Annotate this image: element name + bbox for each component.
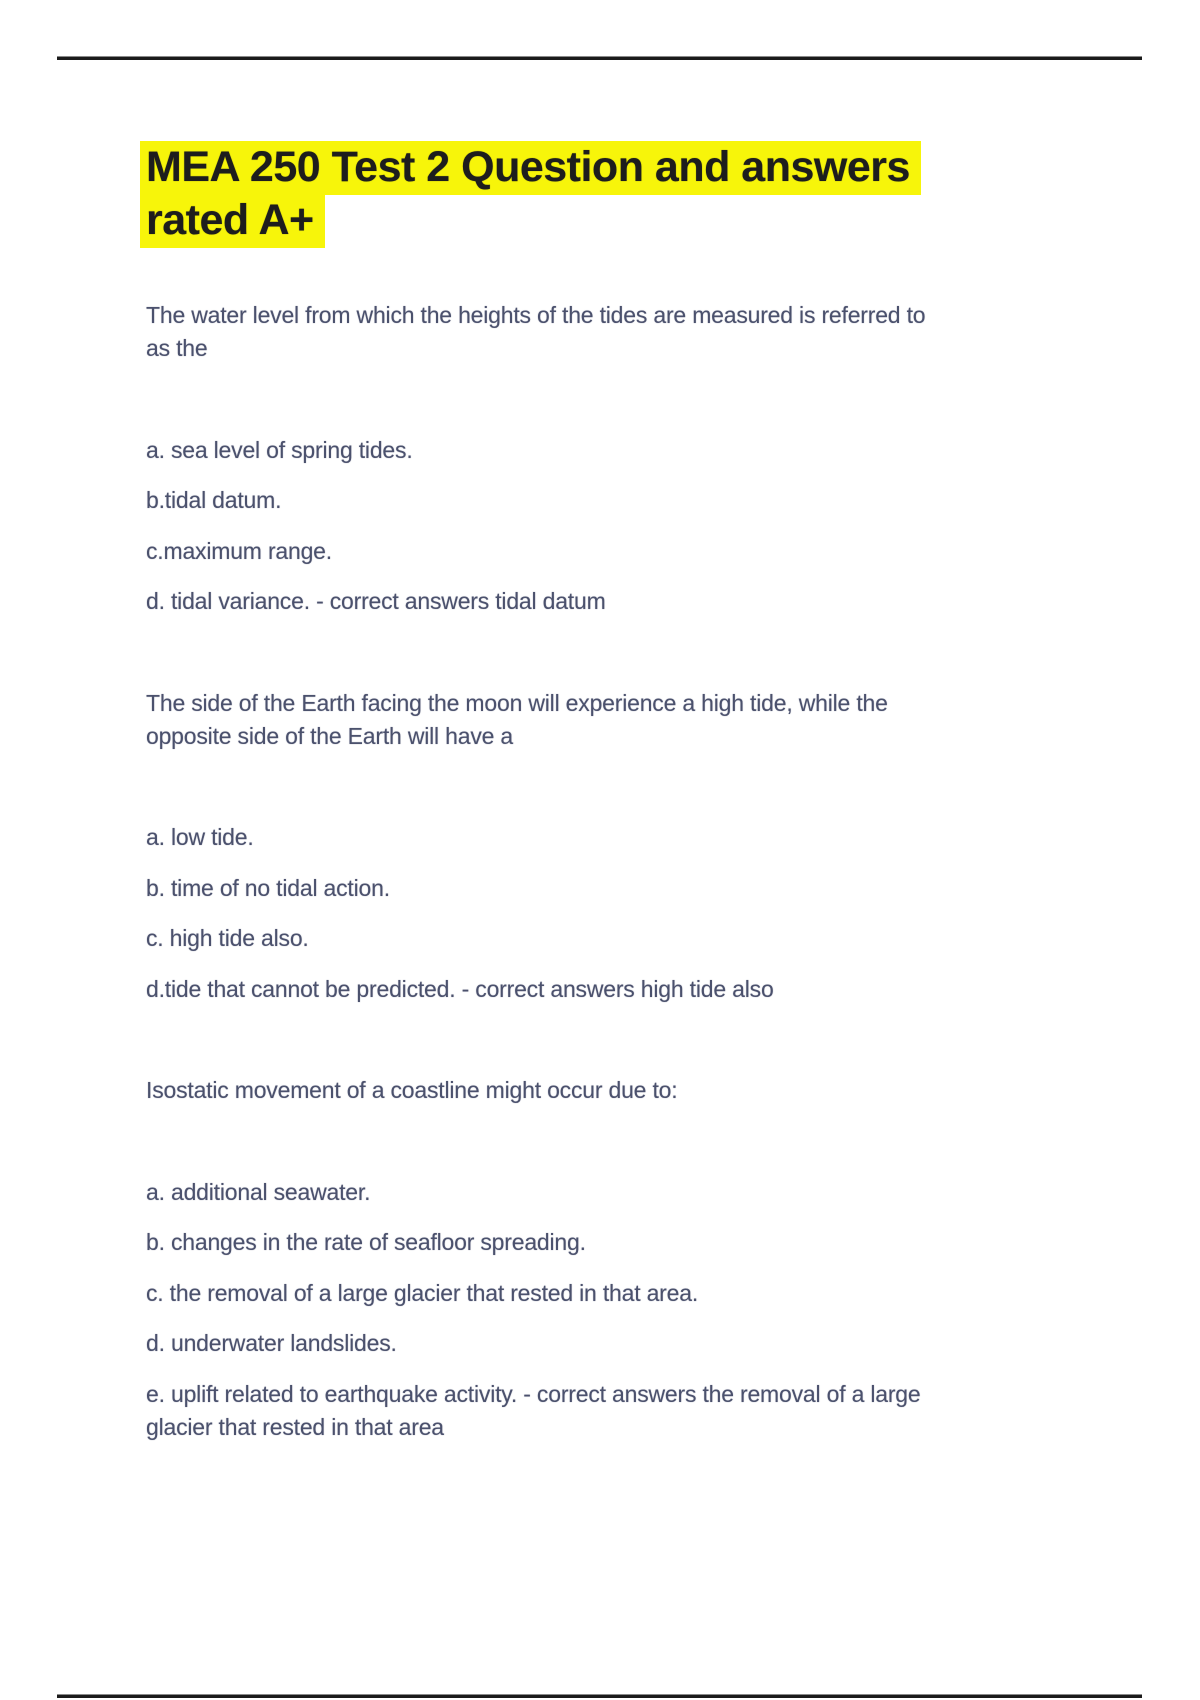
question-1-text bbox=[146, 299, 1026, 365]
title-highlight-line-2: rated A+ bbox=[140, 194, 325, 248]
question-1-option-c bbox=[146, 535, 1026, 568]
question-2-option-a bbox=[146, 821, 1026, 854]
question-line: opposite side of the Earth will have a bbox=[146, 722, 514, 749]
option-line: b. time of no tidal action. bbox=[146, 874, 390, 901]
option-line: c.maximum range. bbox=[146, 537, 332, 564]
question-1-option-d bbox=[146, 585, 1026, 618]
question-3-option-e bbox=[146, 1378, 1026, 1444]
blank-line bbox=[146, 1023, 1026, 1074]
option-line: a. sea level of spring tides. bbox=[146, 436, 413, 463]
option-line: a. low tide. bbox=[146, 824, 254, 850]
question-2-option-d bbox=[146, 973, 1026, 1006]
question-1-option-b bbox=[146, 484, 1026, 517]
question-2-text bbox=[146, 687, 1026, 753]
question-3-option-b bbox=[146, 1226, 1026, 1259]
blank-line bbox=[146, 1125, 1026, 1176]
option-line: d. underwater landslides. bbox=[146, 1330, 397, 1356]
question-line: The water level from which the heights of the tides are measured is referred to bbox=[146, 302, 926, 328]
document-body bbox=[146, 299, 1026, 1444]
option-line: c. high tide also. bbox=[146, 925, 309, 951]
document-content bbox=[146, 0, 1026, 1461]
blank-line bbox=[146, 383, 1026, 434]
question-3-option-a bbox=[146, 1176, 1026, 1209]
option-line: c. the removal of a large glacier that rested in that area. bbox=[146, 1279, 699, 1306]
question-line: as the bbox=[146, 335, 208, 361]
blank-line bbox=[146, 636, 1026, 687]
title-highlight-line-1: MEA 250 Test 2 Question and answers bbox=[140, 141, 921, 195]
question-line: The side of the Earth facing the moon will experience a high tide, while the bbox=[146, 689, 888, 716]
question-line: Isostatic movement of a coastline might occur due to: bbox=[146, 1077, 678, 1103]
question-2-option-b bbox=[146, 872, 1026, 905]
option-line: b.tidal datum. bbox=[146, 487, 282, 513]
option-line: glacier that rested in that area bbox=[146, 1413, 444, 1440]
option-line: b. changes in the rate of seafloor spreading. bbox=[146, 1229, 586, 1255]
question-3-text bbox=[146, 1074, 1026, 1107]
question-2-option-c bbox=[146, 922, 1026, 955]
bottom-rule bbox=[57, 1694, 1142, 1698]
document-title bbox=[146, 141, 1026, 247]
question-1-option-a bbox=[146, 434, 1026, 467]
option-line: d. tidal variance. - correct answers tidal datum bbox=[146, 588, 606, 614]
option-line: e. uplift related to earthquake activity. - correct answers the removal of a large bbox=[146, 1380, 921, 1407]
option-line: d.tide that cannot be predicted. - correct answers high tide also bbox=[146, 975, 774, 1002]
question-3-option-c bbox=[146, 1277, 1026, 1310]
blank-line bbox=[146, 770, 1026, 821]
option-line: a. additional seawater. bbox=[146, 1178, 371, 1205]
question-3-option-d bbox=[146, 1327, 1026, 1360]
